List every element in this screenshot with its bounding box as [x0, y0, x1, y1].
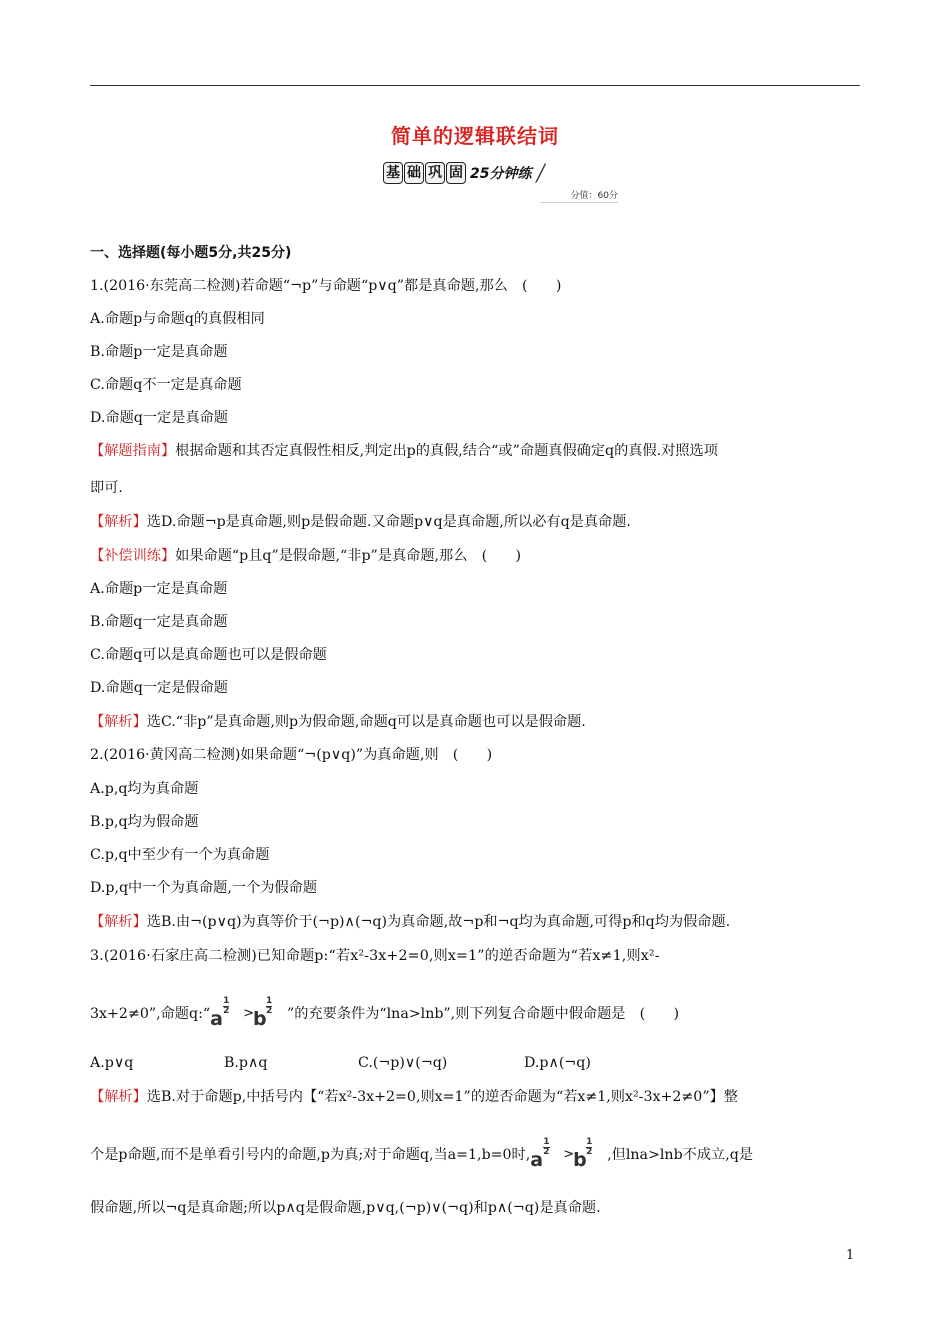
stem-text: ”的充要条件为“lna>lnb”,则下列复合命题中假命题是 ( ) [287, 1006, 680, 1022]
question-3-stem-cont [90, 996, 680, 1030]
stem-text: 3x+2≠0”,命题q:“ [90, 1006, 211, 1022]
question-3-stem: 3.(2016·石家庄高二检测)已知命题p:“若x²-3x+2=0,则x=1”的逆否命题为“若x≠1,则x²- [90, 948, 660, 964]
pen-icon [533, 162, 547, 184]
analysis-text: 选B.对于命题p,中括号内【“若x²-3x+2=0,则x=1”的逆否命题为“若x≠1,则x²-3x+2≠0”】整 [146, 1089, 738, 1105]
page-number: 1 [846, 1248, 855, 1263]
analysis-text: 选C.“非p”是真命题,则p为假命题,命题q可以是真命题也可以是假命题. [146, 714, 586, 730]
supplement-tag: 【补偿训练】 [90, 548, 176, 564]
analysis [90, 512, 631, 532]
option: D.命题q一定是假命题 [90, 680, 228, 696]
option: B.命题q一定是真命题 [90, 614, 228, 630]
option: A.命题p与命题q的真假相同 [90, 311, 265, 327]
analysis-tag: 【解析】 [90, 714, 147, 730]
analysis-text: 个是p命题,而不是单看引号内的命题,p为真;对于命题q,当a=1,b=0时, [90, 1147, 531, 1163]
option: D.p∧(¬q) [524, 1055, 591, 1071]
option: C.(¬p)∨(¬q) [358, 1055, 448, 1071]
analysis-cont: 假命题,所以¬q是真命题;所以p∧q是假命题,p∨q,(¬p)∨(¬q)和p∧(¬q)是真命题. [90, 1200, 601, 1216]
guide-text-cont: 即可. [90, 480, 123, 496]
badge-char: 固 [446, 162, 466, 184]
section-title: 一、选择题(每小题5分,共25分) [90, 245, 292, 261]
option: D.命题q一定是真命题 [90, 410, 228, 426]
analysis-cont [90, 1137, 753, 1171]
analysis-text: 选B.由¬(p∨q)为真等价于(¬p)∧(¬q)为真命题,故¬p和¬q均为真命题,可得p和q均为假命题. [146, 914, 731, 930]
power-b: b 1 2 [573, 1137, 593, 1171]
analysis-tag: 【解析】 [90, 514, 147, 530]
power-b: b 1 2 [253, 996, 273, 1030]
score-label: 分值：60分 [540, 188, 618, 203]
guide-text: 根据命题和其否定真假性相反,判定出p的真假,结合“或”命题真假确定q的真假.对照选项 [175, 443, 718, 459]
analysis [90, 1087, 738, 1107]
analysis-text: ,但lna>lnb不成立,q是 [607, 1147, 753, 1163]
guide-tag: 【解题指南】 [90, 443, 176, 459]
greater-than: > [563, 1147, 575, 1162]
option: B.命题p一定是真命题 [90, 344, 228, 360]
analysis-tag: 【解析】 [90, 1089, 147, 1105]
greater-than: > [243, 1006, 255, 1021]
badge-char: 础 [404, 162, 424, 184]
badge-char: 巩 [425, 162, 445, 184]
analysis-text: 选D.命题¬p是真命题,则p是假命题.又命题p∨q是真命题,所以必有q是真命题. [146, 514, 631, 530]
supplement-stem [90, 546, 521, 566]
supplement-text: 如果命题“p且q”是假命题,“非p”是真命题,那么 ( ) [175, 548, 522, 564]
page-title: 简单的逻辑联结词 [391, 124, 559, 148]
option: A.p,q均为真命题 [90, 781, 199, 797]
option: D.p,q中一个为真命题,一个为假命题 [90, 880, 318, 896]
power-a: a 1 2 [530, 1137, 550, 1171]
section-badge [383, 160, 547, 186]
option-row [90, 1053, 591, 1073]
analysis-tag: 【解析】 [90, 914, 147, 930]
analysis [90, 712, 586, 732]
option: C.命题q可以是真命题也可以是假命题 [90, 647, 327, 663]
option: B.p∧q [224, 1055, 268, 1071]
option: C.p,q中至少有一个为真命题 [90, 847, 270, 863]
question-2-stem: 2.(2016·黄冈高二检测)如果命题“¬(p∨q)”为真命题,则 ( ) [90, 747, 493, 763]
option: A.p∨q [90, 1055, 134, 1071]
solution-guide [90, 441, 718, 461]
badge-char: 基 [383, 162, 403, 184]
badge-time: 25分钟练 [470, 166, 532, 182]
option: B.p,q均为假命题 [90, 814, 199, 830]
power-a: a 1 2 [210, 996, 230, 1030]
option: C.命题q不一定是真命题 [90, 377, 242, 393]
analysis [90, 912, 730, 932]
option: A.命题p一定是真命题 [90, 581, 228, 597]
question-1-stem: 1.(2016·东莞高二检测)若命题“¬p”与命题“p∨q”都是真命题,那么 ( ) [90, 278, 562, 294]
header-rule [90, 85, 860, 86]
